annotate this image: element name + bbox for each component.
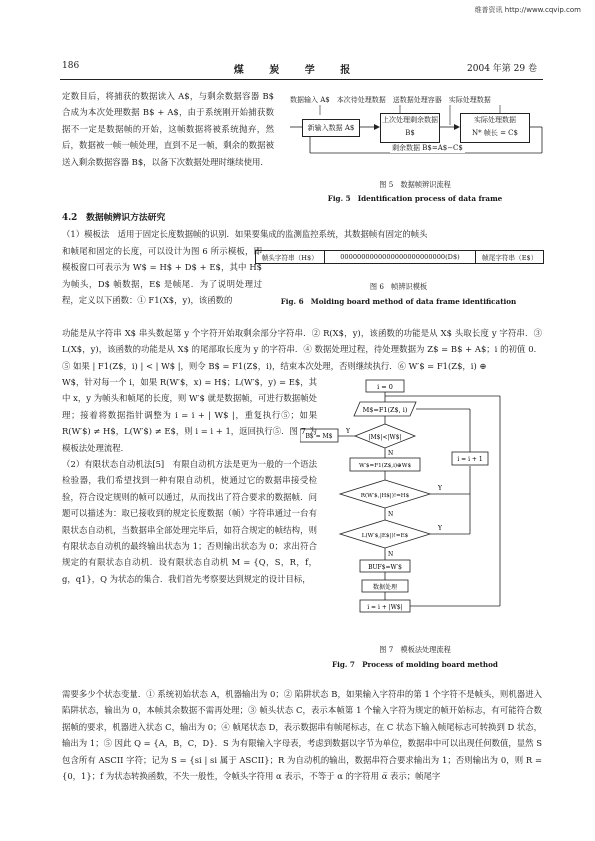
fig5-last-remaining-box: 上次处理剩余数据 B$ xyxy=(380,113,440,143)
journal-title: 煤 炭 学 报 xyxy=(233,65,362,76)
fig5-remaining-label: 剩余数据 B$=A$−C$ xyxy=(392,144,463,152)
fig6-tail-cell: 帧尾字符串（E$） xyxy=(482,254,538,262)
fig6-caption-cn: 图 6 帧辨识模板 xyxy=(369,282,428,291)
fig7-caption-en: Fig. 7 Process of molding board method xyxy=(332,660,498,669)
page-number: 186 xyxy=(62,61,80,71)
paragraph-functions: 功能是从字符串 X$ 串头数起第 y 个字符开始取剩余部分字符串．② R(X$，y)，该函数的功能是从 X$ 头取长度 y 字符串．③ L(X$，y)，该函数的功能是从 X$ 的尾部取长度为 y 的字符串．④ 数据处理过程，待处理数据为 Z$ = B$ + A$；i 的初值 0．⑤ 如果 | F1(Z$，i) | < | W$ |，则令 B$ = F1(Z$，i)，结束本次处理，否则继续执行．⑥ W′$ = F1(Z$，i) ⊕ xyxy=(62,328,542,371)
fig7-b-assign-text: B$ = M$ xyxy=(305,433,333,440)
fig7-y2: Y xyxy=(438,485,442,492)
fig6-caption-en: Fig. 6 Molding board method of data frame identification xyxy=(280,297,517,306)
fig7-init-text: i = 0 xyxy=(377,383,393,391)
fig5-new-input-box: 新输入数据 A$ xyxy=(302,119,360,137)
fig7-caption-cn: 图 7 模板法处理流程 xyxy=(379,645,451,654)
watermark: 维普资讯 http://www.cqvip.com xyxy=(474,6,581,14)
left-column-paragraph: 定数目后，将捕获的数据读入 A$，与剩余数据容器 B$ 合成为本次处理数据 B$ + A$，由于系统刚开始捕获数据不一定是数据帧的开始，这帧数据将被系统抛弃，然后，数据被一帧一帧处理，直到不足一帧，剩余的数据被送入剩余数据容器 B$，以备下次数据处理时继续使用． xyxy=(62,91,274,167)
paragraph-automaton: W$，针对每一个 i，如果 R(W′$，x) = H$；L(W′$，y) = E$，其中 x，y 为帧头和帧尾的长度，则 W′$ 就是数据帧，可进行数据帧处理；接着将数据指针调整为 i = i + | W$ |，重复执行⑤；如果 R(W′$) ≠ H$，L(W′$) ≠ E$，则 i = i + 1，返回执行⑤．图 7 为模板法处理流程． （2）有限状态自动机法[5] 有限自动机方法是更为一般的一个语法检验器，我们希望找到一种有限自动机，使通过它的数据串接受检验，符合设定规则的帧可以通过，从而找出了符合要求的数据帧．问题可以描述为：取已接收到的规定长度数据（帧）字符串通过一台有限状态自动机，当数据串全部处理完毕后，如符合规定的帧结构，则有限状态自动机的最终输出状态为 1；否则输出状态为 0；求出符合规定的有限状态自动机．设有限状态自动机 M = {Q，S，R，f，g，q1}，Q 为状态的集合．我们首先考察要达到规定的设计目标， xyxy=(62,377,317,584)
section-heading: 4.2 数据帧辨识方法研究 xyxy=(62,213,166,223)
fig5-actual-line1: 实际处理数据 xyxy=(474,116,516,124)
fig7-y3: Y xyxy=(438,525,442,532)
fig5-actual-line2: N* 帧长 = C$ xyxy=(472,129,518,137)
fig7-tail-text: L(W′$,|E$|)!=E$ xyxy=(361,533,409,539)
fig7-inc-w-text: i = i + |W$| xyxy=(367,604,403,611)
fig5-caption-en: Fig. 5 Identification process of data frame xyxy=(327,194,503,203)
figure-7-flowchart xyxy=(300,376,540,638)
fig7-y1: Y xyxy=(346,428,350,435)
fig7-len-text: |M$|<|W$| xyxy=(368,434,402,441)
fig6-head-cell: 帧头字符串（H$） xyxy=(256,251,325,263)
fig7-head-text: R(W′$,|H$|)!=H$ xyxy=(360,493,410,499)
paragraph-states: 需要多少个状态变量．① 系统初始状态 A，机器输出为 0；② 陷阱状态 B，如果输入字符串的第 1 个字符不是帧头，则机器进入陷阱状态，输出为 0，本帧其余数据不需再处理；③ 帧头状态 C，表示本帧第 1 个输入字符为规定的帧开始标志，有可能符合数据帧的要求，机器进入状态 C，输出为 0；④ 帧尾状态 D，表示数据串有帧尾标志，在 C 状态下输入帧尾标志可转换到 D 状态，输出为 1；⑤ 因此 Q = {A，B，C，D}．S 为有限输入字母表，考虑到数据以字节为单位，数据串中可以出现任何数值，显然 S 包含所有 ASCII 字符；记为 S = {si | si 属于 ASCII}；R 为自动机的输出，数据串符合要求输出为 1；否则输出为 0，则 R = {0，1}；f 为状态转换函数，不失一般性，令帧头字符用 α 表示，不等于 α 的字符用 α̅ 表示；帧尾字 xyxy=(62,689,542,782)
fig5-caption-cn: 图 5 数据帧辨识流程 xyxy=(379,180,451,189)
fig7-buf-text: BUF$=W′$ xyxy=(368,564,402,571)
header-rule xyxy=(60,79,543,80)
fig7-n1: N xyxy=(388,450,394,457)
fig6-data-cell: 0000000000000000000000000(D$) xyxy=(325,251,477,263)
fig7-n3: N xyxy=(388,551,394,558)
fig7-process-text: 数据处理 xyxy=(372,584,398,591)
paragraph-template-method: （1）模板法 适用于固定长度数据帧的识别．如果要集成的监测监控系统，其数据帧有固定的帧头 xyxy=(62,229,428,239)
fig5-top-labels: 数据输入 A$ 本次待处理数据 送数据处理容器 实际处理数据 xyxy=(290,96,491,104)
fig7-w-assign-text: W′$=F1(Z$,i)⊕W$ xyxy=(358,463,412,469)
figure-6-template xyxy=(255,250,544,264)
issue-info: 2004 年第 29 卷 xyxy=(467,64,537,74)
fig7-inc-one-text: i = i + 1 xyxy=(457,456,483,463)
fig5-actual-data-box xyxy=(460,113,530,143)
fig7-n2: N xyxy=(388,511,394,518)
paragraph-template-definition: 和帧尾和固定的长度，可以设计为图 6 所示模板，即模板窗口可表示为 W$ = H$ + D$ + E$，其中 H$ 为帧头，D$ 帧数据，E$ 是帧尾．为了说明处理过程，定义以下函数：① F1(X$，y)，该函数的 xyxy=(62,246,262,306)
fig7-m-assign-text: M$=F1(Z$, i) xyxy=(362,406,408,414)
